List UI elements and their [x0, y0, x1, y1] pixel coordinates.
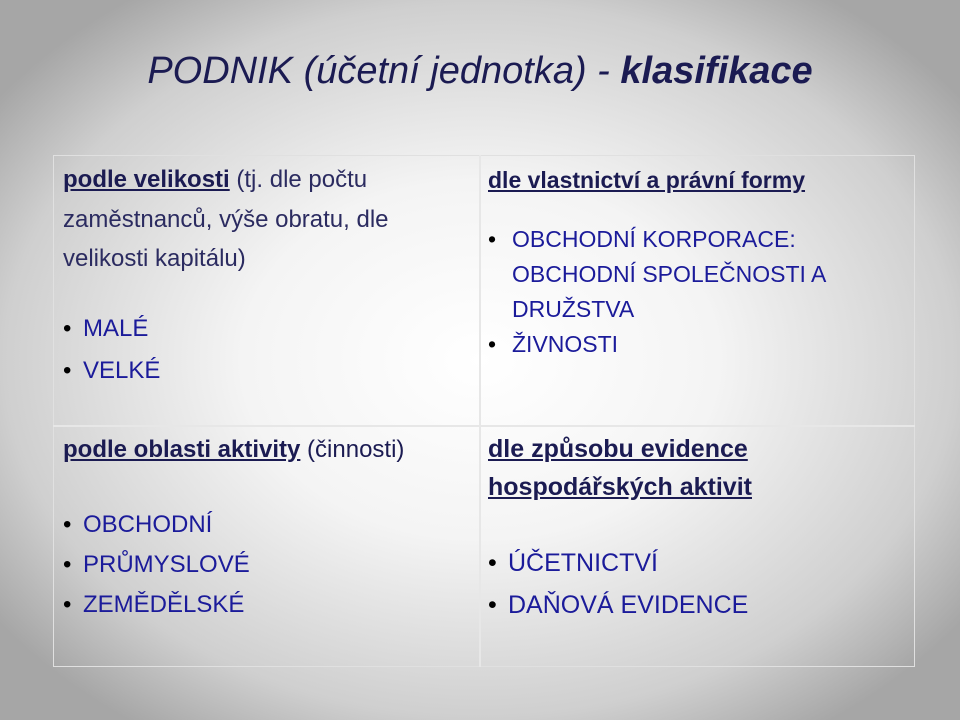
size-intro-first: (tj. dle počtu — [229, 166, 368, 193]
bullet-icon: • — [63, 551, 72, 578]
table-horizontal-divider — [53, 425, 915, 427]
list-item-label: MALÉ — [83, 315, 149, 342]
table-vertical-divider — [479, 155, 481, 667]
cell-by-activity — [63, 430, 473, 625]
bullet-icon: • — [63, 357, 72, 384]
list-item — [63, 545, 473, 585]
evidence-heading: hospodářských aktivit — [488, 473, 752, 501]
list-item-label: ZEMĚDĚLSKÉ — [83, 591, 245, 618]
list-item-label: OBCHODNÍ — [83, 511, 213, 538]
list-item-label: PRŮMYSLOVÉ — [83, 551, 250, 578]
bullet-icon: • — [63, 591, 72, 618]
bullet-icon: • — [63, 315, 72, 342]
activity-heading-line — [63, 430, 473, 470]
list-item — [488, 327, 903, 362]
list-item — [488, 584, 903, 626]
list-item — [63, 585, 473, 625]
cell-by-size — [63, 160, 473, 391]
activity-list — [63, 505, 473, 625]
evidence-heading: dle způsobu evidence — [488, 435, 748, 463]
title-main: PODNIK (účetní jednotka) - — [147, 50, 621, 92]
list-item — [63, 309, 473, 349]
bullet-icon: • — [488, 549, 497, 577]
list-item — [488, 222, 903, 327]
list-item — [63, 351, 473, 391]
evidence-list — [488, 542, 903, 626]
list-item-label: OBCHODNÍ KORPORACE: OBCHODNÍ SPOLEČNOSTI A DRUŽSTVA — [512, 226, 826, 322]
page-title — [0, 50, 960, 93]
size-intro-line: zaměstnanců, výše obratu, dle — [63, 206, 389, 233]
bullet-icon: • — [488, 331, 497, 357]
list-item-label: ŽIVNOSTI — [512, 331, 619, 357]
size-list — [63, 309, 473, 391]
list-item — [488, 542, 903, 584]
list-item-label: ÚČETNICTVÍ — [508, 549, 658, 577]
size-intro-line: velikosti kapitálu) — [63, 245, 246, 272]
cell-by-ownership — [488, 160, 903, 362]
activity-heading: podle oblasti aktivity — [63, 436, 301, 463]
activity-heading-suffix: (činnosti) — [300, 436, 405, 463]
list-item — [63, 505, 473, 545]
ownership-heading: dle vlastnictví a právní formy — [488, 167, 806, 193]
cell-by-evidence — [488, 430, 903, 626]
ownership-list — [488, 222, 903, 362]
bullet-icon: • — [488, 226, 497, 252]
size-heading-line — [63, 160, 473, 200]
size-heading: podle velikosti — [63, 166, 230, 193]
title-emphasis: klasifikace — [620, 50, 813, 92]
list-item-label: VELKÉ — [83, 357, 161, 384]
list-item-label: DAŇOVÁ EVIDENCE — [508, 591, 749, 619]
bullet-icon: • — [63, 511, 72, 538]
bullet-icon: • — [488, 591, 497, 619]
